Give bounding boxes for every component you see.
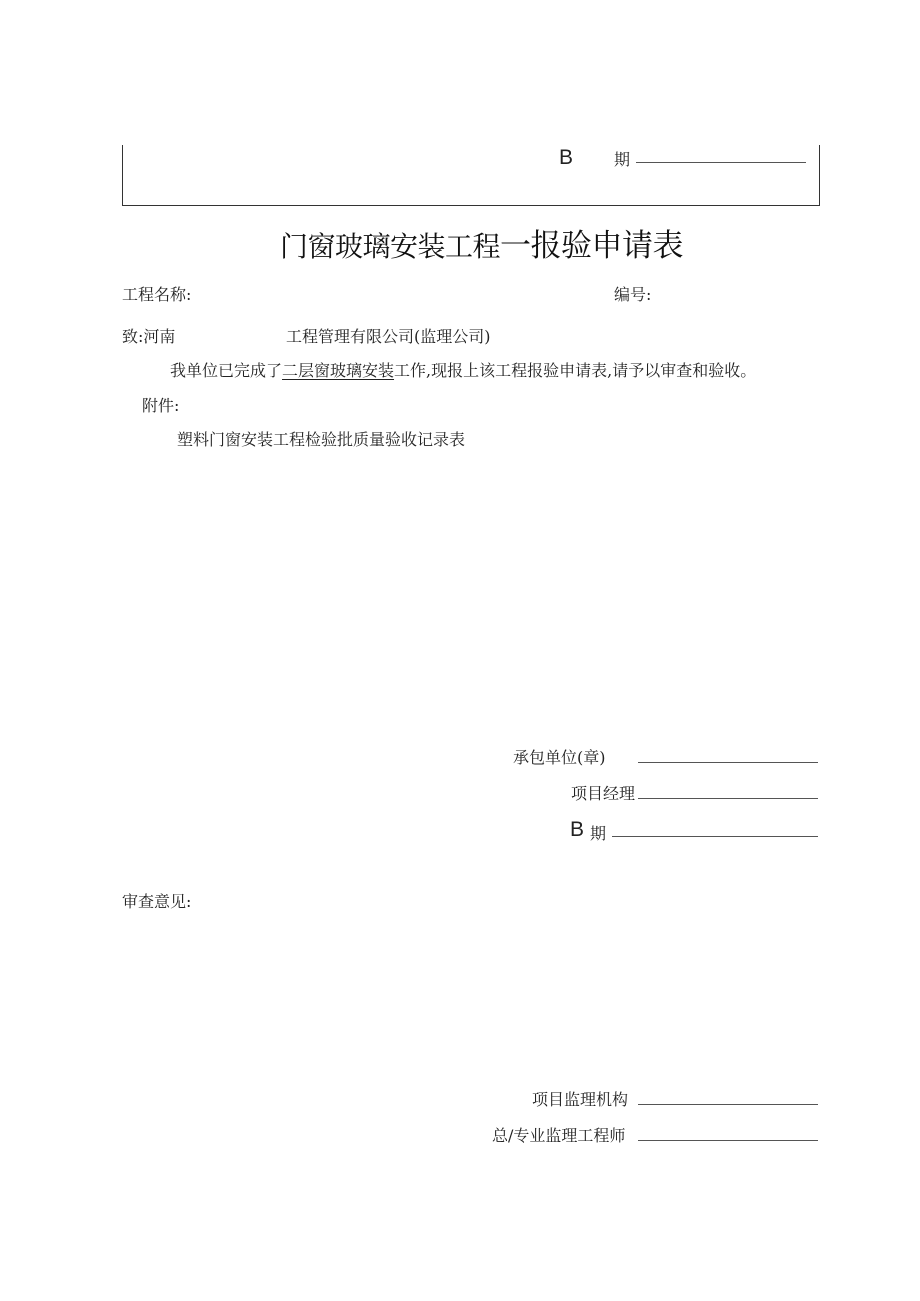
body-paragraph	[170, 358, 756, 381]
project-name-label: 工程名称:	[122, 285, 192, 304]
recipient-company: 工程管理有限公司(监理公司)	[286, 327, 491, 346]
header-date-line	[636, 162, 806, 163]
contractor-unit-line	[638, 762, 818, 763]
review-opinion-label: 审查意见:	[122, 892, 192, 911]
header-box	[122, 145, 820, 206]
supervision-org-line	[638, 1104, 818, 1105]
title-suffix: 一报验申请表	[500, 228, 684, 264]
contractor-date-line	[612, 836, 818, 837]
page-title	[280, 220, 683, 265]
recipient-prefix: 致:河南	[122, 327, 176, 346]
header-date-label: 期	[614, 150, 631, 169]
supervision-org-label: 项目监理机构	[532, 1090, 629, 1109]
header-date-prefix: B	[559, 146, 574, 169]
supervision-engineer-label: 总/专业监理工程师	[492, 1126, 626, 1145]
contractor-date-label: 期	[590, 824, 607, 843]
body-text-end: 工作,现报上该工程报验申请表,请予以审查和验收。	[394, 361, 757, 380]
serial-number-label: 编号:	[614, 285, 652, 304]
supervision-engineer-line	[638, 1140, 818, 1141]
attachment-item: 塑料门窗安装工程检验批质量验收记录表	[177, 430, 466, 449]
completed-work-item: 二层窗玻璃安装	[282, 361, 395, 380]
body-text-start: 我单位已完成了	[170, 361, 283, 380]
title-main: 门窗玻璃安装工程	[280, 230, 501, 263]
contractor-date-prefix: B	[570, 818, 585, 841]
attachment-label: 附件:	[142, 396, 180, 415]
project-manager-line	[638, 798, 818, 799]
contractor-unit-label: 承包单位(章)	[513, 748, 606, 767]
project-manager-label: 项目经理	[571, 784, 636, 803]
